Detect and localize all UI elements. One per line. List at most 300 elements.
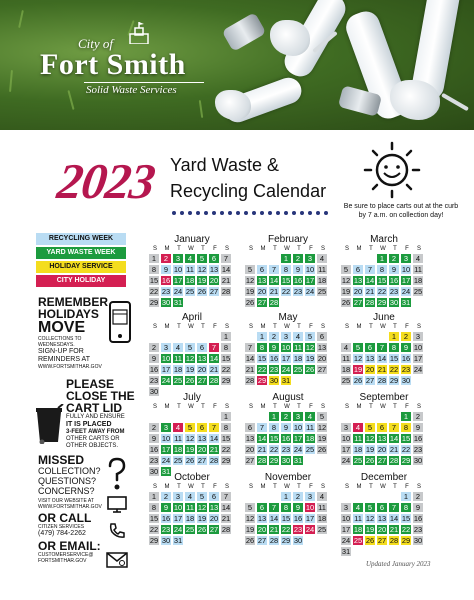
- empty-day: [160, 331, 172, 342]
- day-cell: 8: [400, 422, 412, 433]
- month-august: [244, 392, 332, 466]
- day-cell: 27: [365, 376, 375, 385]
- day-cell: 11: [352, 513, 364, 524]
- day-cell: 13: [353, 276, 363, 285]
- empty-day: [268, 253, 280, 264]
- day-cell: 25: [317, 525, 327, 534]
- day-cell: 21: [257, 445, 267, 454]
- day-cell: 30: [293, 536, 303, 545]
- day-cell: 26: [245, 298, 255, 307]
- weekday-label: M: [356, 324, 362, 330]
- day-cell: 17: [281, 354, 291, 363]
- empty-day: [256, 491, 268, 502]
- legend-recycling: RECYCLING WEEK: [36, 233, 126, 245]
- day-cell: 23: [413, 525, 423, 534]
- day-cell: 18: [353, 525, 363, 534]
- weekday-header: [341, 245, 428, 253]
- day-cell: 15: [221, 434, 231, 443]
- logo-name-text: Fort Smith: [40, 48, 186, 81]
- header-banner: [0, 0, 474, 130]
- day-cell: 21: [269, 287, 279, 296]
- weekday-label: T: [177, 404, 181, 410]
- day-cell: 16: [161, 276, 171, 285]
- title-line-2: Recycling Calendar: [170, 181, 327, 201]
- weekday-label: M: [260, 324, 266, 330]
- weekday-label: S: [320, 324, 325, 330]
- day-cell: 14: [389, 514, 399, 523]
- empty-day: [376, 331, 388, 342]
- day-cell: 18: [305, 434, 315, 443]
- collection-text: COLLECTION?: [38, 466, 101, 476]
- day-cell: 28: [365, 298, 375, 307]
- day-cell: 6: [316, 331, 328, 342]
- empty-day: [340, 491, 352, 502]
- day-cell: 27: [257, 298, 267, 307]
- day-cell: 18: [341, 365, 351, 374]
- day-cell: 5: [244, 502, 256, 513]
- day-cell: 3: [400, 253, 412, 264]
- day-cell: 5: [304, 331, 316, 342]
- day-cell: 30: [401, 376, 411, 385]
- day-cell: 13: [317, 343, 327, 352]
- day-cell: 20: [197, 365, 207, 374]
- day-cell: 9: [412, 502, 424, 513]
- month-february: [244, 234, 332, 308]
- weekday-label: S: [320, 404, 325, 410]
- day-cell: 7: [388, 502, 400, 513]
- close-the-text: CLOSE THE: [66, 389, 135, 403]
- weekday-label: S: [224, 484, 229, 490]
- empty-day: [160, 411, 172, 422]
- day-cell: 14: [365, 276, 375, 285]
- day-cell: 8: [280, 502, 292, 513]
- day-cell: 24: [305, 525, 315, 534]
- day-cell: 21: [221, 514, 231, 523]
- day-cell: 26: [185, 456, 195, 465]
- weekday-label: S: [248, 404, 253, 410]
- legend-yard-waste: YARD WASTE WEEK: [36, 247, 126, 259]
- empty-day: [340, 331, 352, 342]
- weekday-label: T: [177, 246, 181, 252]
- day-cell: 9: [388, 264, 400, 275]
- day-cell: 12: [317, 423, 327, 432]
- cart-lid-text: CART LID: [66, 401, 122, 415]
- day-cell: 8: [148, 502, 160, 513]
- day-cell: 7: [244, 342, 256, 353]
- day-cell: 14: [269, 514, 279, 523]
- day-cell: 28: [389, 456, 399, 465]
- day-cell: 5: [340, 264, 352, 275]
- day-cell: 10: [341, 514, 351, 523]
- day-cell: 21: [209, 445, 219, 454]
- day-cell: 28: [221, 525, 231, 534]
- day-cell: 23: [401, 365, 411, 374]
- day-cell: 2: [148, 422, 160, 433]
- day-cell: 29: [269, 456, 279, 465]
- day-cell: 29: [149, 536, 159, 545]
- weekday-label: W: [380, 246, 386, 252]
- day-cell: 7: [268, 502, 280, 513]
- day-cell: 18: [185, 514, 195, 523]
- day-cell: 28: [209, 456, 219, 465]
- empty-day: [172, 331, 184, 342]
- empty-day: [388, 491, 400, 502]
- day-cell: 25: [185, 525, 195, 534]
- day-cell: 4: [316, 253, 328, 264]
- weekday-header: [149, 245, 236, 253]
- day-cell: 20: [377, 525, 387, 534]
- empty-day: [268, 491, 280, 502]
- day-cell: 2: [292, 253, 304, 264]
- legend-city-holiday: CITY HOLIDAY: [36, 275, 126, 287]
- day-cell: 26: [365, 456, 375, 465]
- logo-city-text: City of: [78, 36, 114, 51]
- day-cell: 27: [257, 536, 267, 545]
- day-cell: 7: [268, 264, 280, 275]
- day-cell: 3: [304, 253, 316, 264]
- day-cell: 2: [160, 491, 172, 502]
- day-cell: 17: [305, 276, 315, 285]
- day-cell: 8: [388, 342, 400, 353]
- day-cell: 30: [161, 298, 171, 307]
- weekday-label: T: [297, 484, 301, 490]
- day-cell: 27: [197, 376, 207, 385]
- day-cell: 14: [257, 434, 267, 443]
- day-cell: 6: [376, 422, 388, 433]
- day-cell: 20: [209, 276, 219, 285]
- month-title: April: [181, 312, 202, 323]
- phone-number[interactable]: (479) 784-2262: [38, 530, 86, 537]
- day-cell: 16: [161, 514, 171, 523]
- day-grid: [244, 491, 332, 546]
- day-cell: 9: [292, 264, 304, 275]
- weekday-label: M: [164, 246, 170, 252]
- month-october: [148, 472, 236, 546]
- day-cell: 2: [412, 411, 424, 422]
- day-cell: 27: [377, 456, 387, 465]
- weekday-label: F: [309, 246, 313, 252]
- city-logo: [40, 32, 210, 114]
- month-title: December: [360, 472, 408, 483]
- day-cell: 12: [245, 514, 255, 523]
- day-cell: 21: [377, 365, 387, 374]
- day-cell: 13: [257, 514, 267, 523]
- day-cell: 19: [185, 445, 195, 454]
- empty-day: [244, 491, 256, 502]
- move-text: MOVE: [38, 319, 86, 336]
- email-line-1[interactable]: CUSTOMERSERVICE@: [38, 552, 94, 558]
- day-cell: 5: [364, 502, 376, 513]
- day-cell: 13: [197, 354, 207, 363]
- day-cell: 9: [280, 422, 292, 433]
- day-cell: 2: [148, 342, 160, 353]
- email-line-2[interactable]: FORTSMITHAR.GOV: [38, 558, 87, 564]
- day-cell: 23: [269, 365, 279, 374]
- legend-holiday: HOLIDAY SERVICE: [36, 261, 126, 273]
- month-march: [340, 234, 428, 308]
- day-cell: 27: [209, 525, 219, 534]
- day-cell: 29: [401, 456, 411, 465]
- weekday-label: F: [213, 324, 217, 330]
- questions-text: QUESTIONS?: [38, 476, 97, 486]
- day-cell: 17: [401, 276, 411, 285]
- weekday-label: T: [201, 246, 205, 252]
- day-cell: 25: [173, 376, 183, 385]
- weekday-label: T: [177, 324, 181, 330]
- day-cell: 4: [184, 491, 196, 502]
- day-cell: 19: [197, 514, 207, 523]
- day-cell: 30: [149, 467, 159, 476]
- month-title: November: [264, 472, 312, 483]
- day-cell: 5: [196, 491, 208, 502]
- title-line-1: Yard Waste &: [170, 155, 280, 175]
- weekday-label: S: [248, 246, 253, 252]
- day-grid: [340, 491, 428, 557]
- day-cell: 13: [245, 434, 255, 443]
- day-cell: 21: [209, 365, 219, 374]
- website-link[interactable]: WWW.FORTSMITHAR.GOV: [38, 364, 102, 370]
- weekday-label: S: [224, 324, 229, 330]
- day-cell: 6: [364, 342, 376, 353]
- weekday-header: [149, 403, 236, 411]
- day-cell: 14: [389, 434, 399, 443]
- day-cell: 12: [185, 354, 195, 363]
- day-cell: 22: [377, 287, 387, 296]
- day-grid: [148, 331, 236, 397]
- day-cell: 30: [149, 387, 159, 396]
- month-title: May: [278, 312, 298, 323]
- day-cell: 1: [400, 491, 412, 502]
- day-cell: 4: [352, 422, 364, 433]
- day-cell: 21: [389, 445, 399, 454]
- day-grid: [340, 331, 428, 386]
- day-cell: 13: [257, 276, 267, 285]
- day-cell: 12: [245, 276, 255, 285]
- day-cell: 2: [268, 331, 280, 342]
- day-cell: 7: [376, 342, 388, 353]
- day-cell: 8: [256, 342, 268, 353]
- day-grid: [244, 331, 332, 386]
- day-cell: 15: [281, 514, 291, 523]
- weekday-label: M: [260, 246, 266, 252]
- day-cell: 25: [305, 445, 315, 454]
- day-cell: 29: [281, 536, 291, 545]
- day-cell: 4: [340, 342, 352, 353]
- computer-icon: [106, 496, 128, 514]
- day-cell: 10: [281, 343, 291, 352]
- placed-text: IT IS PLACED: [66, 421, 112, 428]
- day-cell: 28: [245, 376, 255, 385]
- day-cell: 18: [317, 514, 327, 523]
- day-cell: 7: [256, 422, 268, 433]
- day-cell: 3: [160, 422, 172, 433]
- day-cell: 3: [412, 331, 424, 342]
- website-link-2[interactable]: WWW.FORTSMITHAR.GOV: [38, 504, 102, 510]
- day-cell: 26: [317, 445, 327, 454]
- day-cell: 11: [172, 433, 184, 444]
- day-cell: 17: [293, 434, 303, 443]
- day-cell: 20: [209, 514, 219, 523]
- weekday-label: S: [224, 404, 229, 410]
- weekday-label: S: [152, 404, 157, 410]
- weekday-label: M: [260, 484, 266, 490]
- day-cell: 4: [292, 331, 304, 342]
- day-grid: [148, 253, 236, 308]
- day-cell: 6: [256, 502, 268, 513]
- day-cell: 2: [388, 253, 400, 264]
- day-cell: 26: [197, 287, 207, 296]
- month-title: March: [370, 234, 398, 245]
- day-cell: 23: [161, 287, 171, 296]
- day-cell: 15: [269, 434, 279, 443]
- day-cell: 31: [173, 536, 183, 545]
- day-cell: 25: [413, 287, 423, 296]
- day-cell: 25: [185, 287, 195, 296]
- weekday-label: W: [380, 324, 386, 330]
- day-cell: 16: [413, 514, 423, 523]
- month-june: [340, 312, 428, 386]
- empty-day: [340, 253, 352, 264]
- empty-day: [364, 411, 376, 422]
- weekday-label: T: [201, 484, 205, 490]
- weekday-label: F: [309, 484, 313, 490]
- day-cell: 9: [148, 353, 160, 364]
- weekday-label: S: [344, 404, 349, 410]
- day-cell: 23: [149, 376, 159, 385]
- month-title: June: [373, 312, 395, 323]
- day-cell: 19: [353, 365, 363, 374]
- day-cell: 4: [304, 411, 316, 422]
- day-cell: 22: [149, 525, 159, 534]
- day-cell: 16: [149, 365, 159, 374]
- weekday-label: S: [344, 484, 349, 490]
- visit-text: VISIT OUR WEBSITE AT: [38, 498, 94, 504]
- weekday-label: T: [393, 246, 397, 252]
- day-cell: 16: [293, 514, 303, 523]
- day-cell: 7: [388, 422, 400, 433]
- day-cell: 16: [389, 276, 399, 285]
- day-cell: 31: [341, 547, 351, 556]
- weekday-header: [245, 483, 332, 491]
- weekday-label: T: [369, 324, 373, 330]
- weekday-label: S: [320, 484, 325, 490]
- day-cell: 10: [305, 265, 315, 274]
- day-cell: 20: [257, 287, 267, 296]
- day-cell: 24: [293, 445, 303, 454]
- empty-day: [376, 411, 388, 422]
- fully-text: FULLY AND ENSURE: [66, 414, 125, 420]
- day-cell: 26: [365, 536, 375, 545]
- day-cell: 1: [400, 411, 412, 422]
- updated-note: Updated January 2023: [366, 560, 431, 568]
- day-cell: 27: [197, 456, 207, 465]
- day-cell: 11: [184, 502, 196, 513]
- day-cell: 12: [353, 354, 363, 363]
- day-cell: 1: [148, 491, 160, 502]
- day-cell: 3: [280, 331, 292, 342]
- day-cell: 19: [185, 365, 195, 374]
- day-cell: 12: [365, 514, 375, 523]
- day-cell: 18: [185, 276, 195, 285]
- empty-day: [148, 331, 160, 342]
- weekday-label: S: [152, 324, 157, 330]
- day-cell: 3: [304, 491, 316, 502]
- day-cell: 31: [173, 298, 183, 307]
- day-cell: 18: [293, 354, 303, 363]
- weekday-label: F: [213, 246, 217, 252]
- day-cell: 10: [293, 423, 303, 432]
- day-cell: 14: [269, 276, 279, 285]
- day-cell: 29: [401, 536, 411, 545]
- weekday-label: M: [164, 324, 170, 330]
- day-cell: 19: [245, 287, 255, 296]
- question-mark-icon: [104, 456, 130, 492]
- weekday-label: T: [201, 404, 205, 410]
- day-cell: 23: [149, 456, 159, 465]
- day-cell: 2: [160, 253, 172, 264]
- day-cell: 9: [160, 264, 172, 275]
- weekday-label: W: [284, 484, 290, 490]
- day-cell: 27: [377, 536, 387, 545]
- day-cell: 26: [245, 536, 255, 545]
- day-cell: 8: [268, 422, 280, 433]
- empty-day: [208, 331, 220, 342]
- cart-lid-notice: [66, 378, 146, 450]
- legend: [36, 233, 126, 289]
- day-cell: 12: [305, 343, 315, 352]
- day-cell: 24: [173, 525, 183, 534]
- day-cell: 3: [172, 491, 184, 502]
- holidays-text: HOLIDAYS: [38, 307, 99, 321]
- empty-day: [244, 331, 256, 342]
- day-cell: 1: [376, 253, 388, 264]
- empty-day: [196, 331, 208, 342]
- day-cell: 3: [340, 422, 352, 433]
- day-cell: 18: [173, 365, 183, 374]
- day-cell: 24: [161, 376, 171, 385]
- day-cell: 22: [269, 445, 279, 454]
- day-cell: 28: [269, 536, 279, 545]
- day-cell: 6: [244, 422, 256, 433]
- day-cell: 29: [221, 376, 231, 385]
- day-cell: 22: [389, 365, 399, 374]
- or-call-text: OR CALL: [38, 511, 92, 525]
- weekday-label: F: [405, 324, 409, 330]
- day-cell: 1: [256, 331, 268, 342]
- weekday-header: [341, 323, 428, 331]
- day-cell: 25: [173, 456, 183, 465]
- day-cell: 1: [220, 331, 232, 342]
- day-cell: 23: [413, 445, 423, 454]
- trash-cart-icon: [34, 404, 64, 444]
- weekday-label: T: [369, 484, 373, 490]
- day-cell: 13: [209, 265, 219, 274]
- dotted-divider: [172, 211, 328, 215]
- day-cell: 14: [209, 354, 219, 363]
- day-cell: 2: [292, 491, 304, 502]
- day-cell: 26: [353, 376, 363, 385]
- weekday-label: S: [152, 246, 157, 252]
- day-cell: 17: [161, 365, 171, 374]
- weekday-label: W: [284, 324, 290, 330]
- day-cell: 12: [185, 434, 195, 443]
- day-cell: 24: [281, 365, 291, 374]
- day-cell: 24: [161, 456, 171, 465]
- day-cell: 6: [208, 491, 220, 502]
- day-cell: 20: [257, 525, 267, 534]
- day-cell: 31: [281, 376, 291, 385]
- day-cell: 31: [161, 467, 171, 476]
